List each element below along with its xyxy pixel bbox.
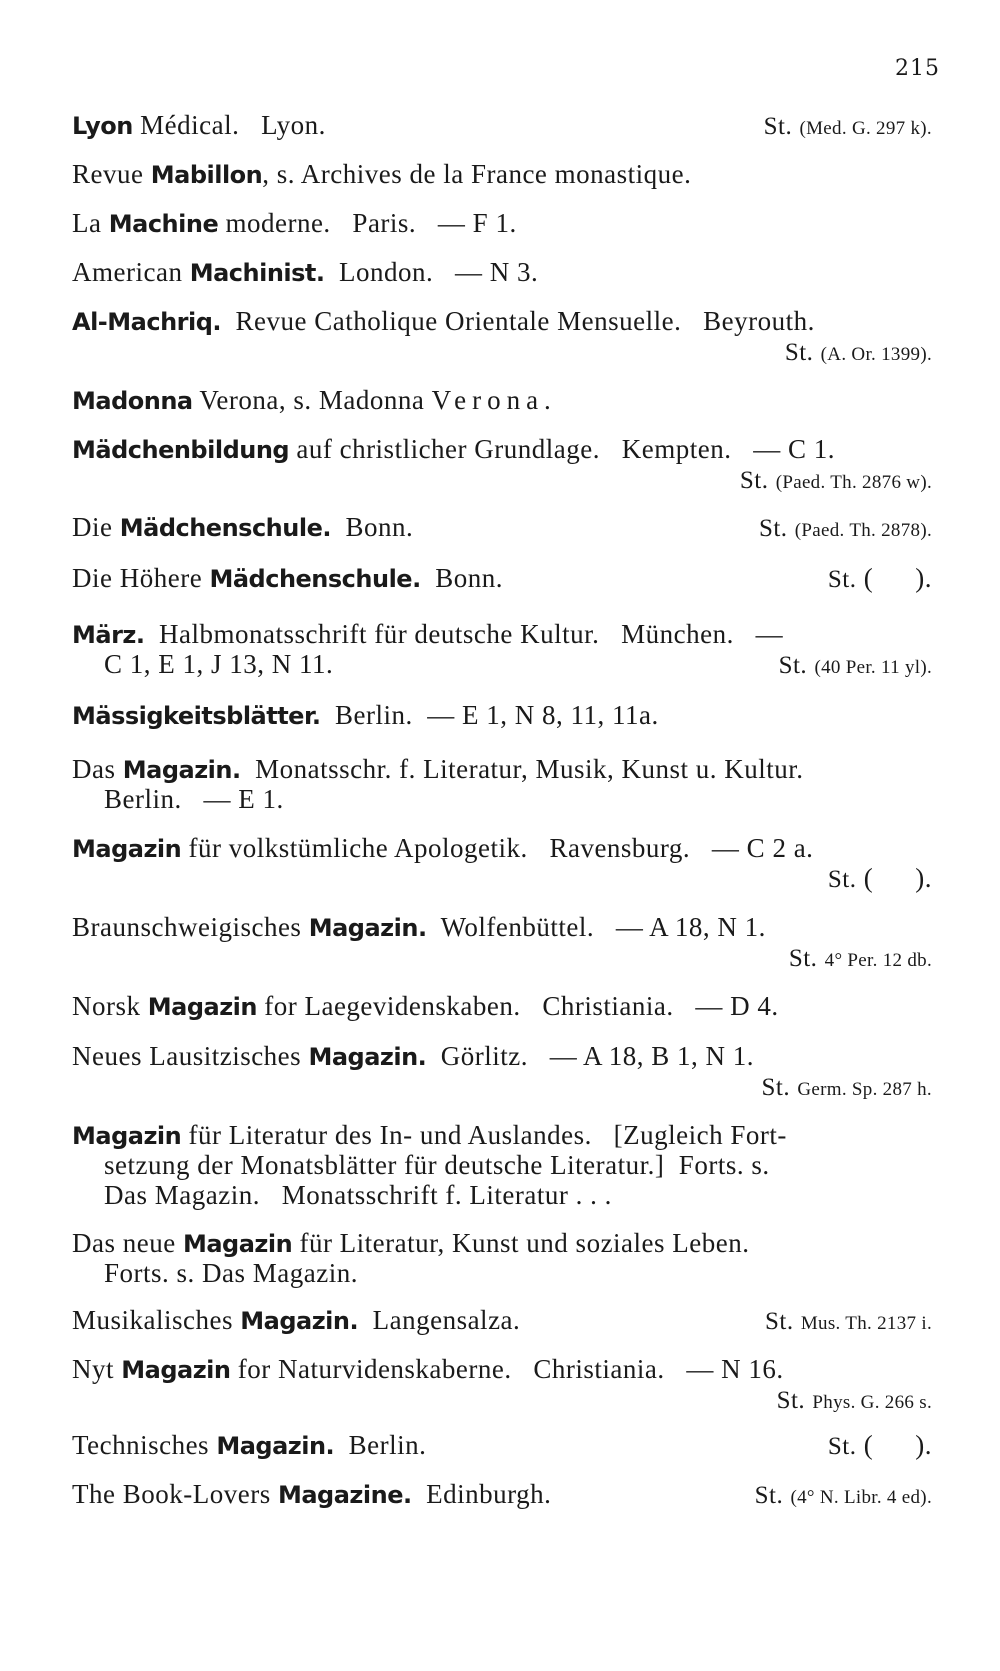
shelf-signature: 4° Per. 12 db.: [824, 950, 932, 971]
entry-keyword: Magazin: [182, 1230, 293, 1258]
entry-technisches-magazin: Technisches Magazin. Berlin. St. ( ).: [72, 1430, 932, 1460]
entry-american-machinist: American Machinist. London. — N 3.: [72, 257, 539, 287]
entry-keyword: Magazin: [147, 993, 257, 1021]
entry-keyword: Magazin: [72, 1122, 182, 1150]
entry-hoehere-maedchenschule: Die Höhere Mädchenschule. Bonn. St. ( ).: [72, 563, 932, 593]
entry-das-neue-magazin: Das neue Magazin für Literatur, Kunst und soziales Leben. Forts. s. Das Magazin.: [72, 1228, 750, 1288]
entry-keyword: Magazin.: [308, 914, 427, 942]
entry-braunschweigisches-magazin: Braunschweigisches Magazin. Wolfenbüttel. — A 18, N 1. St. 4° Per. 12 db.: [72, 912, 932, 972]
entry-keyword: Magazin.: [308, 1043, 427, 1071]
shelf-signature: Germ. Sp. 287 h.: [797, 1079, 932, 1100]
page-number: 215: [895, 56, 940, 81]
entry-keyword: Al-Machriq.: [72, 308, 222, 336]
entry-keyword: Lyon: [72, 112, 133, 140]
entry-maedchenbildung: Mädchenbildung auf christlicher Grundlage. Kempten. — C 1. St. (Paed. Th. 2876 w).: [72, 434, 932, 494]
entry-das-magazin: Das Magazin. Monatsschr. f. Literatur, Musik, Kunst u. Kultur. Berlin. — E 1.: [72, 754, 804, 814]
entry-book-lovers-magazine: The Book-Lovers Magazine. Edinburgh. St. (4° N. Libr. 4 ed).: [72, 1479, 932, 1509]
shelf-signature: (A. Or. 1399).: [820, 344, 932, 365]
entry-keyword: Mässigkeitsblätter.: [72, 702, 321, 730]
entry-keyword: Mädchenschule.: [209, 565, 421, 593]
shelf-signature: Mus. Th. 2137 i.: [800, 1313, 932, 1334]
entry-keyword: Magazin.: [240, 1307, 359, 1335]
shelf-signature: Phys. G. 266 s.: [812, 1392, 932, 1413]
shelf-signature: (Med. G. 297 k).: [799, 118, 932, 139]
entry-nyt-magazin: Nyt Magazin for Naturvidenskaberne. Christiania. — N 16. St. Phys. G. 266 s.: [72, 1354, 932, 1414]
entry-magazin-apologetik: Magazin für volkstümliche Apologetik. Ravensburg. — C 2 a. St. ( ).: [72, 833, 932, 893]
entry-musikalisches-magazin: Musikalisches Magazin. Langensalza. St. Mus. Th. 2137 i.: [72, 1305, 932, 1335]
entry-keyword: Madonna: [72, 387, 193, 415]
entry-lausitzisches-magazin: Neues Lausitzisches Magazin. Görlitz. — A 18, B 1, N 1. St. Germ. Sp. 287 h.: [72, 1041, 932, 1101]
entry-keyword: Machinist.: [189, 259, 325, 287]
entry-madonna-verona: Madonna Verona, s. Madonna Verona.: [72, 385, 557, 415]
shelf-signature: (Paed. Th. 2876 w).: [775, 472, 932, 493]
shelf-signature: (40 Per. 11 yl).: [814, 657, 932, 678]
entry-keyword: Magazin: [121, 1356, 231, 1384]
entry-norsk-magazin: Norsk Magazin for Laegevidenskaben. Christiania. — D 4.: [72, 991, 779, 1021]
entry-keyword: Mädchenbildung: [72, 436, 290, 464]
shelf-signature: (Paed. Th. 2878).: [794, 520, 932, 541]
entry-keyword: Magazin.: [122, 756, 241, 784]
entry-maessigkeitsblaetter: Mässigkeitsblätter. Berlin. — E 1, N 8, 11, 11a.: [72, 700, 659, 730]
entry-magazin-literatur-auslandes: Magazin für Literatur des In- und Auslandes. [Zugleich Fort- setzung der Monatsblätter für deutsche Literatur.] Forts. s. Das Magazin. Monatsschrift f. Literatur . . .: [72, 1120, 787, 1210]
entry-al-machriq: Al-Machriq. Revue Catholique Orientale Mensuelle. Beyrouth. St. (A. Or. 1399).: [72, 306, 932, 366]
entry-machine-moderne: La Machine moderne. Paris. — F 1.: [72, 208, 517, 238]
entry-keyword: März.: [72, 621, 145, 649]
entry-maerz: März. Halbmonatsschrift für deutsche Kultur. München. — C 1, E 1, J 13, N 11. St. (40 Per. 11 yl).: [72, 619, 932, 679]
entry-keyword: Magazin.: [216, 1432, 335, 1460]
entry-revue-mabillon: Revue Mabillon, s. Archives de la France monastique.: [72, 159, 692, 189]
entry-keyword: Magazine.: [277, 1481, 412, 1509]
entry-lyon-medical: Lyon Médical. Lyon. St. (Med. G. 297 k).: [72, 110, 932, 140]
shelf-signature: (4° N. Libr. 4 ed).: [790, 1487, 932, 1508]
entry-keyword: Mabillon: [150, 161, 263, 189]
entry-keyword: Magazin: [72, 835, 182, 863]
entry-maedchenschule: Die Mädchenschule. Bonn. St. (Paed. Th. 2878).: [72, 512, 932, 542]
entry-keyword: Mädchenschule.: [119, 514, 331, 542]
entry-keyword: Machine: [108, 210, 219, 238]
